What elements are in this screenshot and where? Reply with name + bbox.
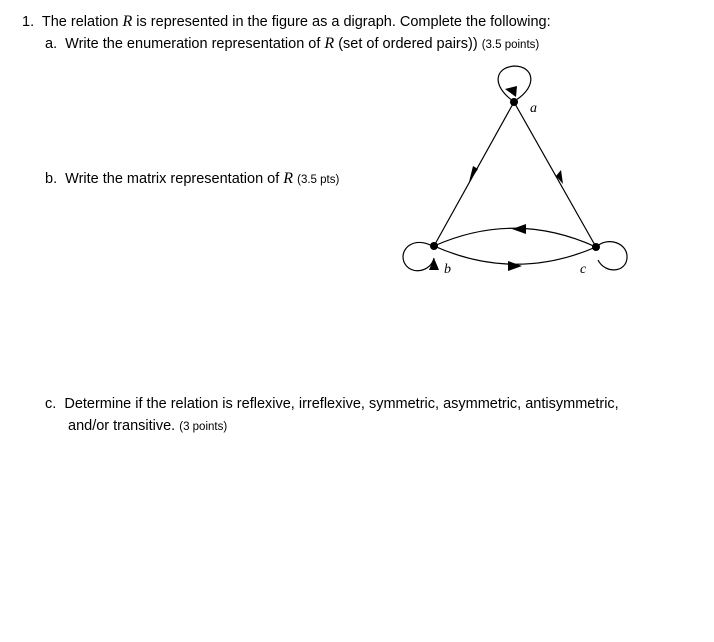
node-c-label: c: [580, 262, 587, 277]
part-a-points: (3.5 points): [481, 39, 540, 51]
node-a: [510, 98, 518, 106]
part-c-text-line1: Determine if the relation is reflexive, irreflexive, symmetric, asymmetric, antisymmetric,: [64, 396, 619, 412]
intro-after: is represented in the figure as a digraph. Complete the following:: [132, 14, 551, 30]
node-b: [430, 242, 438, 250]
part-b-label: b.: [45, 171, 58, 187]
node-b-label: b: [444, 262, 451, 277]
arrow-b-to-c: [508, 261, 522, 271]
edge-c-to-b: [434, 228, 596, 247]
part-b-symbol: R: [283, 170, 294, 187]
part-a-text-after: (set of ordered pairs)): [334, 36, 478, 52]
part-a-label: a.: [45, 36, 58, 52]
part-a-text-before: Write the enumeration representation of: [65, 36, 325, 52]
problem-number: 1.: [22, 14, 35, 30]
relation-symbol: R: [122, 13, 133, 30]
part-c-text-line2: and/or transitive.: [68, 418, 176, 434]
intro-before: The relation: [41, 14, 123, 30]
edge-c-to-a: [514, 102, 596, 247]
arrow-b-to-a: [469, 166, 478, 182]
loop-c: [596, 242, 627, 270]
part-a-symbol: R: [324, 35, 335, 52]
part-b-text-before: Write the matrix representation of: [65, 171, 284, 187]
arrow-c-to-b: [512, 224, 526, 234]
part-b-points: (3.5 pts): [297, 174, 340, 186]
node-a-label: a: [530, 101, 537, 116]
part-c-points: (3 points): [179, 421, 228, 433]
loop-b: [403, 242, 434, 270]
node-c: [592, 243, 600, 251]
edge-b-to-c: [434, 246, 596, 264]
loop-b-arrow: [429, 258, 439, 270]
part-c-label: c.: [45, 396, 57, 412]
